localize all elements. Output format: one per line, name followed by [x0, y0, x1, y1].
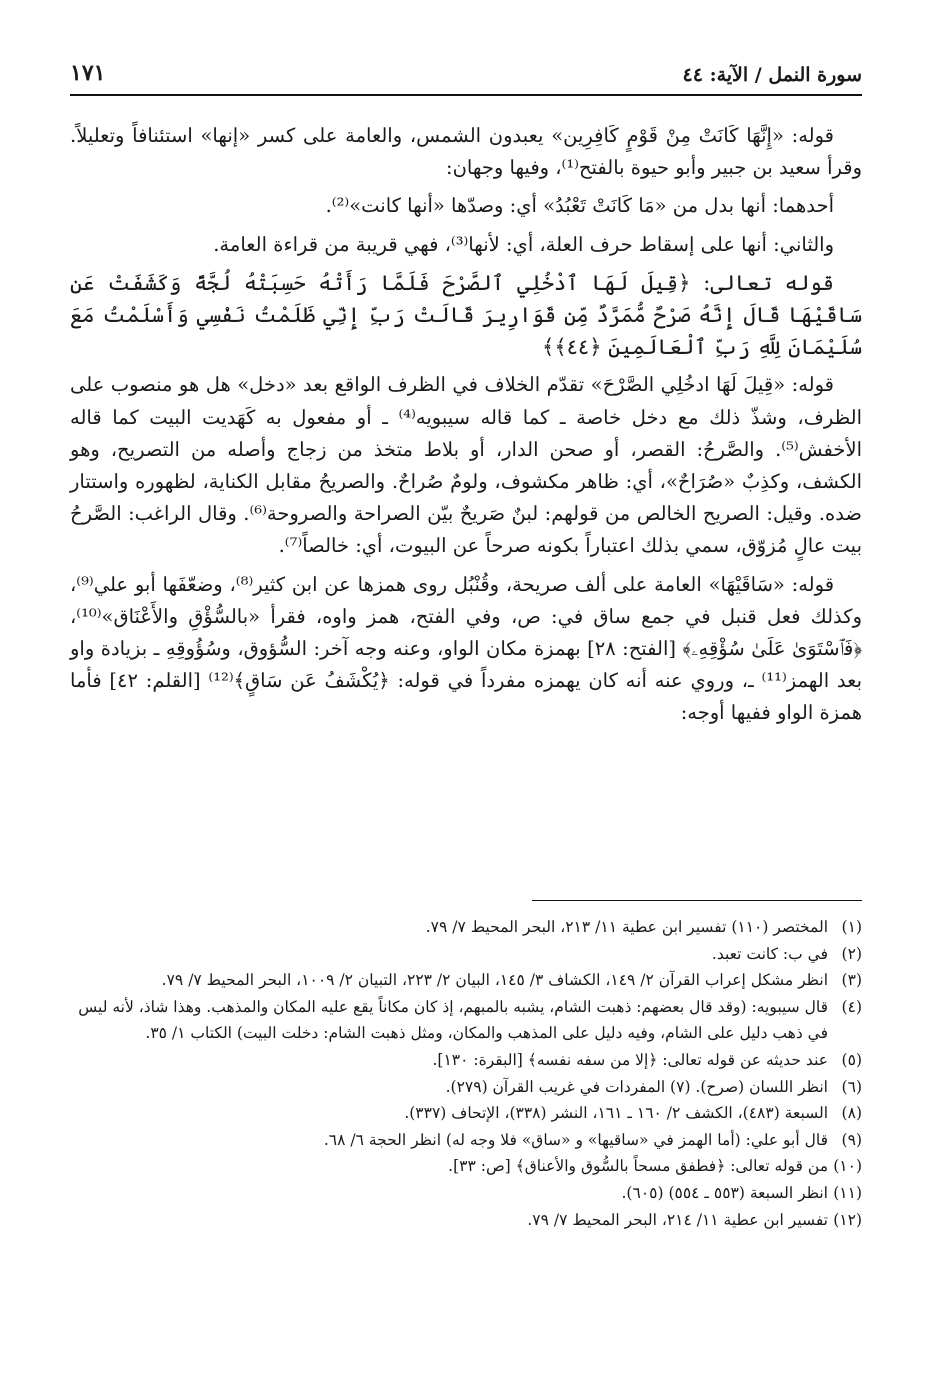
paragraph-second-aspect: والثاني: أنها على إسقاط حرف العلة، أي: لأنها⁽³⁾، فهي قريبة من قراءة العامة. — [213, 232, 834, 256]
footnote-text: انظر السبعة (٥٥٣ ـ ٥٥٤) (٦٠٥). — [621, 1183, 828, 1202]
footnote-text: قال أبو علي: (أما الهمز في «ساقيها» و «ساق» فلا وجه له) انظر الحجة ٦/ ٦٨. — [323, 1130, 828, 1149]
footnote-text: عند حديثه عن قوله تعالى: ﴿إلا من سفه نفسه﴾ [البقرة: ١٣٠]. — [432, 1050, 828, 1069]
footnote-rule — [532, 900, 862, 901]
footnote-number: (٤) — [841, 997, 862, 1016]
paragraph-sarh: قوله: «قِيلَ لَهَا ادخُلِي الصَّرْحَ» تقدّم الخلاف في الظرف الواقع بعد «دخل» هل هو منصوب على الظرف، وشذّ ذلك مع دخل خاصة ـ كما قاله سيبويه⁽⁴⁾ ـ أو مفعول به كَهَديت البيت كما قاله الأخفش⁽⁵⁾. والصَّرحُ: القصر، أو صحن الدار، أو بلاط متخذ من زجاج وأصله من التصريح، وهو الكشف، وكذِبٌ «صُرَاحٌ»، أي: ظاهر مكشوف، ولومٌ صُراحٌ. والصريحُ مقابل الكناية، لظهوره واستتار ضده. وقيل: الصريح الخالص من قولهم: لبنٌ صَريحٌ بيّن الصراحة والصروحة⁽⁶⁾. وقال الراغب: الصَّرحُ بيت عالٍ مُزوّق، سمي بذلك اعتباراً بكونه صرحاً عن البيوت، أي: خالصاً⁽⁷⁾. — [70, 373, 862, 558]
footnote-number: (١) — [841, 918, 862, 936]
footnote-number: (١٢) — [833, 1210, 862, 1229]
running-title: سورة النمل / الآية: ٤٤ — [682, 64, 862, 86]
footnote-4 — [70, 994, 862, 1047]
footnote-text: السبعة (٤٨٣)، الكشف ٢/ ١٦٠ ـ ١٦١، النشر (٣٣٨)، الإتحاف (٣٣٧). — [404, 1104, 828, 1123]
footnote-number: (٩) — [841, 1130, 862, 1149]
header-rule — [70, 94, 862, 96]
footnote-number: (٥) — [841, 1050, 862, 1069]
main-text — [70, 120, 862, 736]
footnote-text: المختصر (١١٠) تفسير ابن عطية ١١/ ٢١٣، البحر المحيط ٧/ ٧٩. — [425, 918, 828, 936]
footnotes — [70, 914, 862, 1233]
footnote-text: انظر اللسان (صرح). (٧) المفردات في غريب القرآن (٢٧٩). — [445, 1077, 828, 1096]
footnote-number: (٦) — [841, 1077, 862, 1096]
footnote-text: تفسير ابن عطية ١١/ ٢١٤، البحر المحيط ٧/ ٧٩. — [527, 1210, 828, 1229]
footnote-5 — [70, 1047, 862, 1074]
page-number: ١٧١ — [70, 60, 106, 86]
footnote-12 — [70, 1207, 862, 1234]
footnote-text: في ب: كانت تعبد. — [711, 944, 828, 963]
footnote-text: قال سيبويه: (وقد قال بعضهم: ذهبت الشام، يشبه بالمبهم، إذ كان مكاناً يقع عليه المكان والمذهب. وهذا شاذ، لأنه ليس في ذهب دليل على الشام، وفيه دليل على المذهب والمكان، ومثل ذهبت الشام: دخلت البيت) الكتاب ١/ ٣٥. — [78, 997, 828, 1043]
footnote-number: (١٠) — [833, 1157, 862, 1176]
paragraph-saqayha: قوله: «سَاقَيْهَا» العامة على ألف صريحة، وقُنْبُل روى همزها عن ابن كثير⁽⁸⁾، وضعّفَها أبو علي⁽⁹⁾، وكذلك فعل قنبل في جمع ساق في: ص، وفي الفتح، همز واوه، فقرأ «بالسُّؤْقِ والأَعْنَاق»⁽¹⁰⁾، ﴿فَٱسْتَوَىٰ عَلَىٰ سُؤْقِهِۦ﴾ [الفتح: ٢٨] بهمزة مكان الواو، وعنه وجه آخر: السُّؤوق، وسُؤُوقِهِ ـ بزيادة واو بعد الهمز⁽¹¹⁾ ـ، وروي عنه أنه كان يهمزه مفرداً في قوله: ﴿يُكْشَفُ عَن سَاقٍ﴾⁽¹²⁾ [القلم: ٤٢] فأما همزة الواو ففيها أوجه: — [70, 572, 862, 725]
paragraph-first-aspect: أحدهما: أنها بدل من «مَا كَانَتْ تَعْبُدُ» أي: وصدّها «أنها كانت»⁽²⁾. — [325, 194, 834, 218]
footnote-8 — [70, 1100, 862, 1127]
footnote-11 — [70, 1180, 862, 1207]
footnote-9 — [70, 1127, 862, 1154]
footnote-number: (١١) — [833, 1183, 862, 1202]
footnote-number: (٣) — [841, 971, 862, 990]
footnote-6-7 — [70, 1074, 862, 1101]
footnote-text: من قوله تعالى: ﴿فطفق مسحاً بالسُّوق والأعناق﴾ [ص: ٣٣]. — [448, 1157, 828, 1176]
paragraph-innaha: قوله: «إِنَّهَا كَانَتْ مِنْ قَوْمٍ كَافِرِين» يعبدون الشمس، والعامة على كسر «إنها» استئنافاً وتعليلاً. وقرأ سعيد بن جبير وأبو حيوة بالفتح⁽¹⁾، وفيها وجهان: — [70, 124, 862, 180]
footnote-1 — [70, 914, 862, 941]
footnote-number: (٢) — [841, 944, 862, 963]
footnote-3 — [70, 967, 862, 994]
footnote-10 — [70, 1153, 862, 1180]
page-header — [70, 52, 862, 86]
footnote-number: (٨) — [841, 1104, 862, 1123]
quran-verse-44: قوله تعالى: ﴿قِيلَ لَهَا ٱدْخُلِي ٱلصَّرْحَ فَلَمَّا رَأَتْهُ حَسِبَتْهُ لُجَّةً وَكَشَفَتْ عَن سَاقَيْهَا قَالَ إِنَّهُ صَرْحٌ مُّمَرَّدٌ مِّن قَوَارِيرَ قَالَتْ رَبِّ إِنِّي ظَلَمْتُ نَفْسِي وَأَسْلَمْتُ مَعَ سُلَيْمَانَ لِلَّهِ رَبِّ ٱلْعَالَمِينَ ﴿٤٤﴾﴾ — [70, 270, 862, 360]
footnote-text: انظر مشكل إعراب القرآن ٢/ ١٤٩، الكشاف ٣/ ١٤٥، البيان ٢/ ٢٢٣، التبيان ٢/ ١٠٠٩، البحر المحيط ٧/ ٧٩. — [161, 971, 828, 990]
footnote-2 — [70, 941, 862, 968]
